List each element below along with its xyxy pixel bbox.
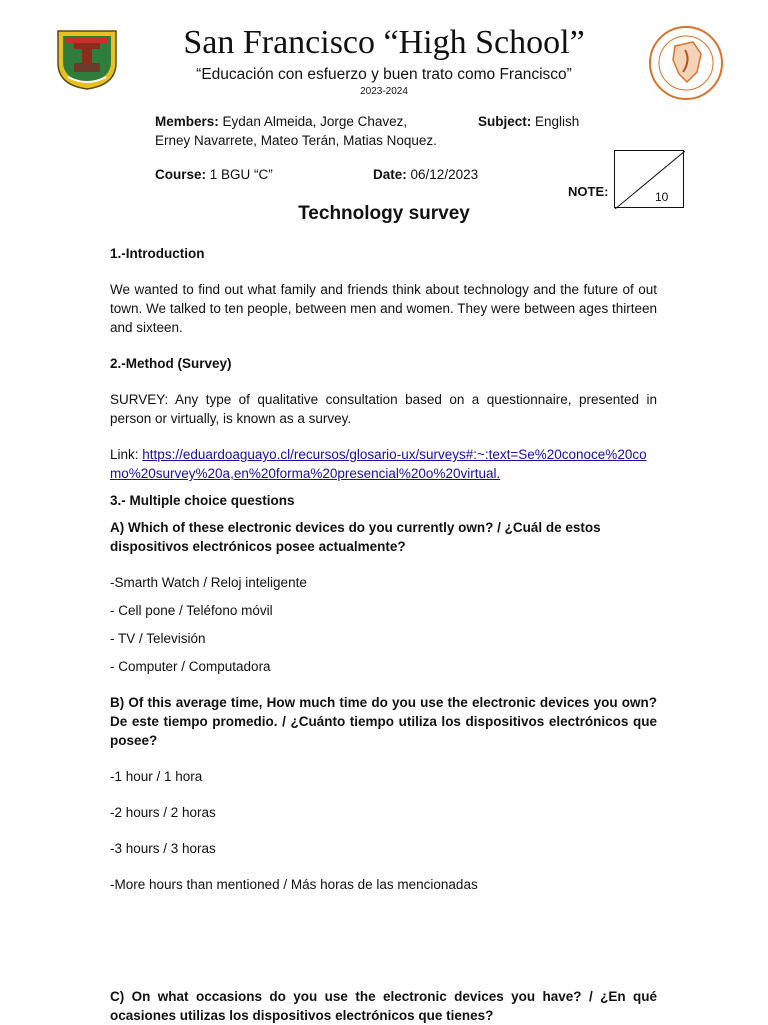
school-name: San Francisco “High School” [183, 24, 585, 61]
date-label: Date: [373, 167, 407, 182]
course-value: 1 BGU “C” [209, 167, 273, 182]
members-block [155, 112, 455, 150]
mcq-heading: 3.- Multiple choice questions [110, 493, 295, 508]
document-title: Technology survey [298, 203, 470, 224]
link-label: Link: [110, 447, 139, 462]
method-text: SURVEY: Any type of qualitative consultation based on a questionnaire, presented in person or virtually, is known as a survey. [110, 392, 657, 426]
option-b-1: -1 hour / 1 hora [110, 769, 203, 784]
school-motto: “Educación con esfuerzo y buen trato como Francisco” [196, 66, 572, 83]
date-block [373, 165, 478, 184]
option-b-2: -2 hours / 2 horas [110, 805, 216, 820]
course-block [155, 165, 273, 184]
option-a-4: - Computer / Computadora [110, 659, 271, 674]
note-box [614, 150, 684, 208]
school-years: 2023-2024 [360, 86, 408, 97]
method-link-line [110, 445, 657, 483]
note-label: NOTE: [568, 184, 609, 199]
subject-label: Subject: [478, 114, 532, 129]
members-line2: Erney Navarrete, Mateo Terán, Matias Noquez. [155, 133, 437, 148]
note-value: 10 [655, 190, 669, 204]
course-label: Course: [155, 167, 207, 182]
option-a-1: -Smarth Watch / Reloj inteligente [110, 575, 307, 590]
members-label: Members: [155, 114, 219, 129]
intro-heading: 1.-Introduction [110, 246, 205, 261]
question-b: B) Of this average time, How much time do you use the electronic devices you own? De este tiempo promedio. / ¿Cuánto tiempo utiliza los dispositivos electrónicos que posee? [110, 695, 657, 748]
document-body [110, 244, 657, 894]
method-heading: 2.-Method (Survey) [110, 356, 232, 371]
note-diagonal [615, 151, 685, 209]
members-line1: Eydan Almeida, Jorge Chavez, [222, 114, 408, 129]
option-b-3: -3 hours / 3 horas [110, 841, 216, 856]
intro-text: We wanted to find out what family and friends think about technology and the future of out town. We talked to ten people, between men and women. They were between ages thirteen and sixteen. [110, 282, 657, 335]
option-b-4: -More hours than mentioned / Más horas de las mencionadas [110, 877, 478, 892]
subject-value: English [535, 114, 580, 129]
question-a: A) Which of these electronic devices do you currently own? / ¿Cuál de estos dispositivos electrónicos posee actualmente? [110, 520, 601, 554]
option-a-3: - TV / Televisión [110, 631, 206, 646]
option-a-2: - Cell pone / Teléfono móvil [110, 603, 273, 618]
question-c: C) On what occasions do you use the electronic devices you have? / ¿En qué ocasiones utilizas los dispositivos electrónicos que tienes? [110, 989, 657, 1023]
date-value: 06/12/2023 [410, 167, 479, 182]
survey-reference-link[interactable]: https://eduardoaguayo.cl/recursos/glosario-ux/surveys#:~:text=Se%20conoce%20como%20survey%20a,en%20forma%20presencial%20o%20virtual. [110, 447, 647, 481]
subject-block [478, 112, 579, 131]
